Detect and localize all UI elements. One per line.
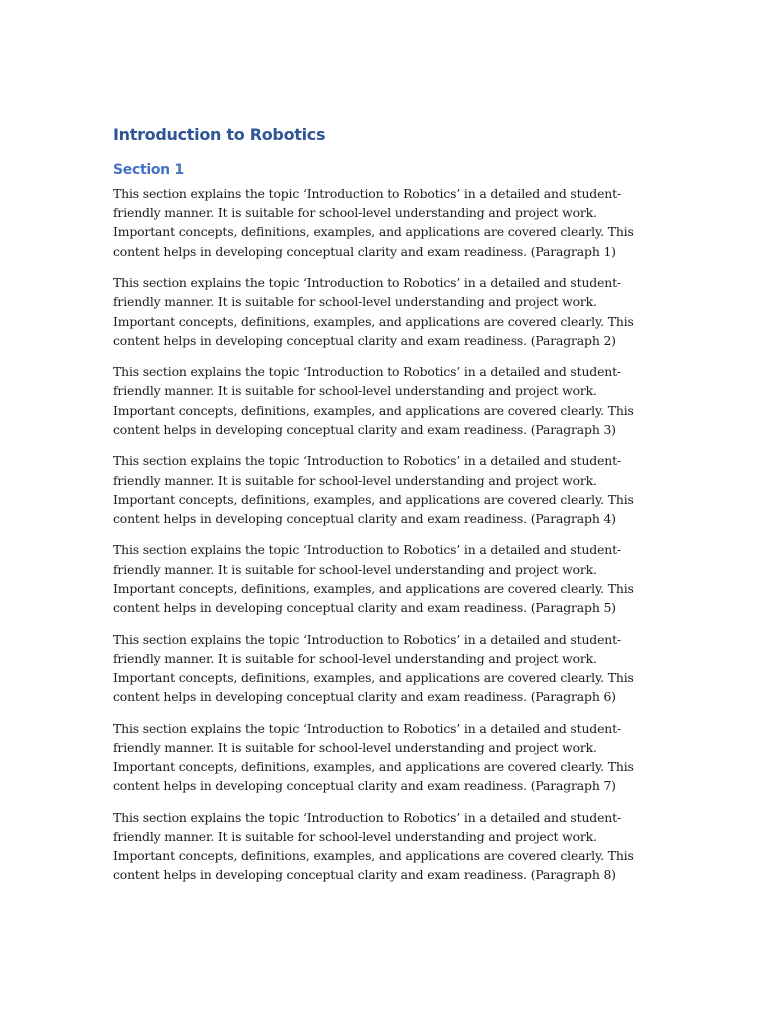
document-body	[113, 124, 661, 897]
body-paragraph-6: This section explains the topic ‘Introduction to Robotics’ in a detailed and student-friendly manner. It is suitable for school-level understanding and project work. Important concepts, definitions, examples, and applications are covered clearly. This content helps in developing conceptual clarity and exam readiness. (Paragraph 6)	[113, 631, 634, 705]
body-paragraph-5: This section explains the topic ‘Introduction to Robotics’ in a detailed and student-friendly manner. It is suitable for school-level understanding and project work. Important concepts, definitions, examples, and applications are covered clearly. This content helps in developing conceptual clarity and exam readiness. (Paragraph 5)	[113, 542, 634, 616]
document-title: Introduction to Robotics	[113, 125, 326, 144]
body-paragraph-2: This section explains the topic ‘Introduction to Robotics’ in a detailed and student-friendly manner. It is suitable for school-level understanding and project work. Important concepts, definitions, examples, and applications are covered clearly. This content helps in developing conceptual clarity and exam readiness. (Paragraph 2)	[113, 275, 634, 348]
body-paragraph-3: This section explains the topic ‘Introduction to Robotics’ in a detailed and student-friendly manner. It is suitable for school-level understanding and project work. Important concepts, definitions, examples, and applications are covered clearly. This content helps in developing conceptual clarity and exam readiness. (Paragraph 3)	[113, 364, 634, 437]
body-paragraph-8: This section explains the topic ‘Introduction to Robotics’ in a detailed and student-friendly manner. It is suitable for school-level understanding and project work. Important concepts, definitions, examples, and applications are covered clearly. This content helps in developing conceptual clarity and exam readiness. (Paragraph 8)	[113, 809, 634, 883]
body-paragraph-1: This section explains the topic ‘Introduction to Robotics’ in a detailed and student-friendly manner. It is suitable for school-level understanding and project work. Important concepts, definitions, examples, and applications are covered clearly. This content helps in developing conceptual clarity and exam readiness. (Paragraph 1)	[113, 186, 634, 259]
body-paragraph-7: This section explains the topic ‘Introduction to Robotics’ in a detailed and student-friendly manner. It is suitable for school-level understanding and project work. Important concepts, definitions, examples, and applications are covered clearly. This content helps in developing conceptual clarity and exam readiness. (Paragraph 7)	[113, 720, 634, 794]
body-paragraph-4: This section explains the topic ‘Introduction to Robotics’ in a detailed and student-friendly manner. It is suitable for school-level understanding and project work. Important concepts, definitions, examples, and applications are covered clearly. This content helps in developing conceptual clarity and exam readiness. (Paragraph 4)	[113, 453, 634, 526]
section-heading: Section 1	[113, 162, 184, 178]
